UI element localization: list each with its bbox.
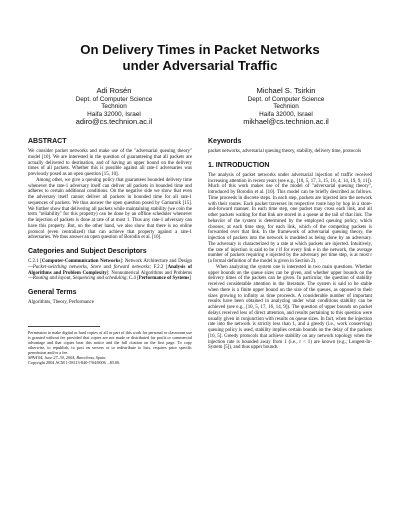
categories-text: C.2.1 [Computer-Communication Networks]: Network Architecture and Design—Packet-switching networks, Store and forward networks; F.2.2 [Analysis of Algorithms and Problem Complexity]: Nonnumerical Algorithms and Problems—Routing and layout, Sequencing and scheduling; C.4 [Performance of Systems] (28, 259, 192, 282)
right-column (208, 138, 372, 351)
author-institution: Technion (273, 103, 299, 111)
title-line: under Adversarial Traffic (122, 58, 278, 73)
copyright-text: Copyright 2004 ACM 1-58113-840-7/04/0006 ...$5.00. (28, 359, 121, 365)
venue-text: SPAA'04, June 27–30, 2004, Barcelona, Spain. (28, 354, 107, 360)
author-email[interactable]: mikhael@cs.technion.ac.il (243, 117, 329, 127)
author-city: Haifa 32000, Israel (259, 110, 313, 118)
author-card (28, 86, 200, 127)
author-name: Michael S. Tsirkin (256, 86, 316, 95)
categories-heading: Categories and Subject Descriptors (28, 248, 147, 255)
author-email[interactable]: adiro@cs.technion.ac.il (75, 117, 153, 127)
title-line: On Delivery Times in Packet Networks (80, 42, 320, 57)
permission-footnote (28, 330, 192, 365)
abstract-heading: ABSTRACT (28, 138, 67, 145)
author-card (200, 86, 372, 127)
general-terms-text: Algorithms, Theory, Performance (28, 300, 94, 305)
introduction-paragraph: The analysis of packet networks under adversarial injection of traffic received increasing attention in recent years (see e.g., [10, 5, 17, 3, 15, 16, 4, 14, 19, 9, 11]). Much of this work makes use of the model of "adversarial queuing theory", introduced by Borodin et al. [10]. This model can be briefly described as follows. Time proceeds in discrete steps. In each step, packets are injected into the network with their routes. Each packet traverses its respective route hop by hop in a store-and-forward manner. In each time step, one packet may cross each link, and all other packets waiting for that link are stored in a queue at the tail of that link. The behavior of the system is determined by the employed queuing policy, which chooses, at each time step, for each link, which of the competing packets is forwarded over that link. In the framework of adversarial queuing theory, the injection of packets into the network is modeled as being done by an adversary. The adversary is characterized by a rate at which packets are injected. Intuitively, the rate of injection is said to be r if for every link e in the network, the average number of packets requiring e injected by the adversary per time step, is at most r (a formal definition of the model is given in Section 2). (208, 172, 372, 264)
keywords-heading: Keywords (208, 138, 242, 145)
author-city: Haifa 32000, Israel (87, 110, 141, 118)
abstract-paragraph: Among other, we give a queuing policy that guarantees bounded delivery time whenever the rate-1 adversary itself can deliver all packets in bounded time and adheres to certain additional conditions. On the negative side we show that even the adversary itself cannot deliver all packets in bounded time for all rate-1 sequences of packets. We thus answer the open question posed by Gamarnik [15]. We further show that delivering all packets while maintaining stability (we coin the term "reliability" for this property) can be done by an offline scheduler whenever the injection of packets is done at rate of at most 1. Thus any rate-1 adversary can have this property. But, on the other hand, we also show that there is no online protocol (even centralized) that can achieve that property against a rate-1 adversaries. We thus answer an open question of Borodin et al. [10]. (28, 177, 192, 241)
left-column (28, 138, 192, 365)
introduction-heading: 1. INTRODUCTION (208, 161, 270, 169)
author-block (28, 86, 372, 127)
abstract-paragraph: We consider packet networks and make use of the "adversarial queuing theory" model [10]. We are interested in the question of guaranteeing that all packets are actually delivered to destination, and of having an upper bound on the delivery times of all packets. Whether this is possible against all rate-1 adversaries was previously posed as an open question [15, 10]. (28, 149, 192, 177)
footnote-rule (28, 326, 100, 327)
author-institution: Technion (101, 103, 127, 111)
permission-text: Permission to make digital or hard copies of all or part of this work for personal or classroom use is granted without fee provided that copies are not made or distributed for profit or commercial advantage and that copies bear this notice and the full citation on the first page. To copy otherwise, to republish, to post on servers or to redistribute to lists, requires prior specific permission and/or a fee. (28, 329, 192, 355)
introduction-paragraph: When analyzing the system one is interested in two main questions. Whether upper bounds on the queue sizes can be given, and whether upper bounds on the delivery times of the packets can be given. In particular, the question of stability received considerable attention in the literature. The system is said to be stable when there is a finite upper bound on the size of the queues, as opposed to their sizes growing to infinity as time proceeds. A considerable number of important results have been obtained in analyzing under what conditions stability can be achieved (see e.g., [10, 5, 17, 16, 14, 9]). The question of upper bounds on packet delays received less of direct attention, and results pertaining to this question were usually given in conjunction with results on queue sizes. In fact, when the injection rate into the network is strictly less than 1, and a greedy (i.e., work conserving) queuing policy is used, stability implies certain bounds on the delay of the packets [10, 5]. Greedy protocols that achieve stability on any network topology when the injection rate is bounded away from 1 (i.e., r < 1) are known (e.g., Longest-In-System [5]), and thus upper bounds (208, 264, 372, 351)
paper-title (0, 42, 400, 74)
general-terms-heading: General Terms (28, 289, 77, 296)
author-dept: Dept. of Computer Science (75, 96, 153, 103)
author-name: Adi Rosén (96, 86, 132, 95)
keywords-text: packet networks, adversarial queuing theory, stability, delivery time, protocols (208, 149, 362, 154)
author-dept: Dept. of Computer Science (247, 96, 325, 103)
